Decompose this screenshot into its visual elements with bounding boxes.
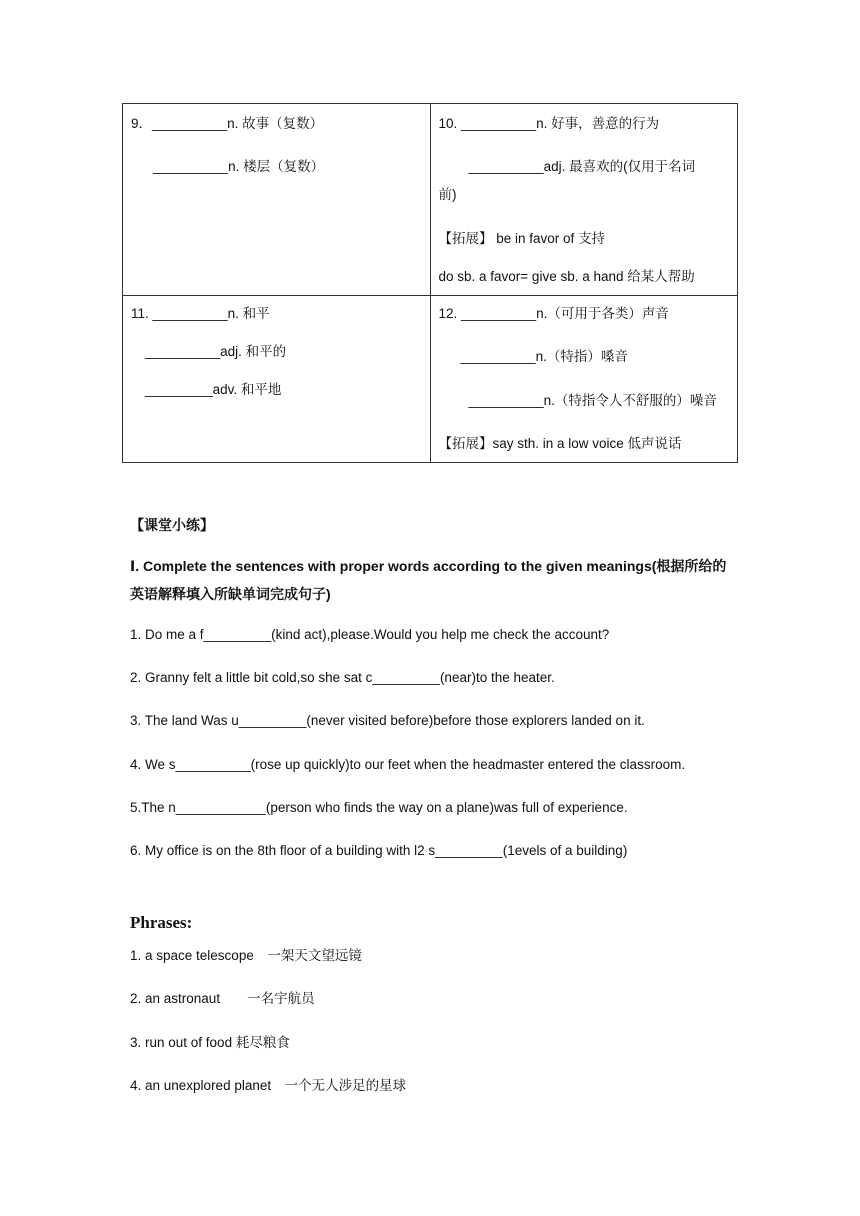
- phrase-item: 2. an astronaut 一名宇航员: [130, 991, 315, 1006]
- word-line: _________adv. 和平地: [145, 382, 282, 397]
- extension-line: do sb. a favor= give sb. a hand 给某人帮助: [438, 269, 695, 284]
- phrase-item: 3. run out of food 耗尽粮食: [130, 1035, 290, 1050]
- exercise-item: 6. My office is on the 8th floor of a building with l2 s_________(1evels of a building): [130, 843, 628, 858]
- table-cell-10: [430, 104, 738, 296]
- word-line: 10. __________n. 好事，善意的行为: [438, 116, 660, 131]
- extension-line: 【拓展】 be in favor of 支持: [438, 231, 606, 246]
- word-line: __________adj. 最喜欢的(仅用于名词: [468, 159, 696, 174]
- word-line: 9．__________n. 故事（复数）: [131, 116, 324, 131]
- table-cell-9: [123, 104, 431, 296]
- word-line: 12. __________n.（可用于各类）声音: [438, 306, 669, 321]
- table-cell-12: [430, 296, 738, 463]
- word-line: __________n.（特指令人不舒服的）噪音: [468, 393, 717, 408]
- word-line: 11. __________n. 和平: [131, 306, 270, 321]
- exercise-item: 2. Granny felt a little bit cold,so she sat c_________(near)to the heater.: [130, 670, 555, 685]
- table-row: [123, 296, 738, 463]
- exercise-item: 5.The n____________(person who finds the way on a plane)was full of experience.: [130, 800, 628, 815]
- table-cell-11: [123, 296, 431, 463]
- section-title: 【课堂小练】: [130, 517, 214, 533]
- exercise-item: 3. The land Was u_________(never visited before)before those explorers landed on it.: [130, 713, 645, 728]
- phrase-item: 1. a space telescope 一架天文望远镜: [130, 948, 362, 963]
- table-row: [123, 104, 738, 296]
- word-line: __________n.（特指）嗓音: [460, 349, 628, 364]
- exercise-item: 1. Do me a f_________(kind act),please.Would you help me check the account?: [130, 627, 610, 642]
- exercise-item: 4. We s__________(rose up quickly)to our feet when the headmaster entered the classroom.: [130, 757, 686, 772]
- word-line: __________n. 楼层（复数）: [153, 159, 325, 174]
- word-line: 前): [438, 187, 457, 202]
- word-line: __________adj. 和平的: [145, 344, 287, 359]
- exercise-instruction: Ⅰ. Complete the sentences with proper words according to the given meanings(根据所给的英语解释填入所缺单词完成句子): [130, 558, 727, 602]
- vocabulary-table: [122, 103, 738, 463]
- extension-line: 【拓展】say sth. in a low voice 低声说话: [438, 436, 682, 451]
- phrases-heading: Phrases:: [130, 913, 193, 932]
- phrase-item: 4. an unexplored planet 一个无人涉足的星球: [130, 1078, 407, 1093]
